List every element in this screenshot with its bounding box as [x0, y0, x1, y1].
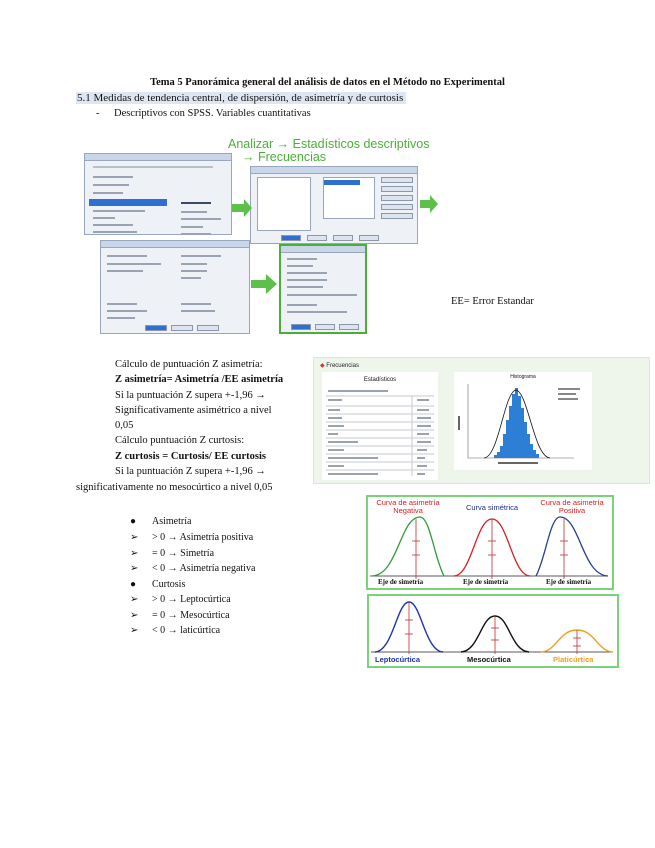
arrow-right-2	[420, 195, 438, 213]
workflow-arrows	[80, 138, 470, 353]
intro-bullet	[96, 108, 311, 119]
asymmetry-curves-diagram	[366, 495, 614, 590]
z-asym-formula: Z asimetría= Asimetría /EE asimetría	[115, 374, 284, 385]
z-kurt-formula: Z curtosis = Curtosis/ EE curtosis	[115, 451, 266, 462]
plati-label: Platicúrtica	[553, 655, 594, 664]
arrow-right-3	[251, 274, 277, 294]
interp-asimetria: ● Asimetría	[130, 516, 192, 527]
interp-curtosis: ● Curtosis	[130, 579, 186, 590]
z-asym-heading: Cálculo de puntuación Z asimetría:	[115, 359, 263, 370]
z-asym-rule-1: Si la puntuación Z supera +-1,96 →	[115, 390, 266, 401]
z-kurt-rule-1: Si la puntuación Z supera +-1,96 →	[115, 466, 266, 477]
interp-lepto: ➢ > 0 → Leptocúrtica	[130, 594, 231, 605]
ee-note: EE= Error Estandar	[451, 296, 534, 307]
lepto-label: Leptocúrtica	[375, 655, 421, 664]
axis-label-neg: Eje de simetría	[378, 578, 424, 586]
z-asym-rule-2: Significativamente asimétrico a nivel	[115, 405, 272, 416]
interp-plati: ➢ < 0 → laticúrtica	[130, 625, 221, 636]
z-kurt-rule-2: significativamente no mesocúrtico a nivel 0,05	[76, 482, 273, 493]
axis-label-sym: Eje de simetría	[463, 578, 509, 586]
meso-label: Mesocúrtica	[467, 655, 511, 664]
histogram-plot	[454, 372, 592, 470]
z-kurt-heading: Cálculo puntuación Z curtosis:	[115, 435, 245, 446]
sym-curve-title: Curva simétrica	[465, 503, 519, 512]
histogram-title: Histograma	[510, 374, 536, 380]
statistics-table-title: Estadísticos	[363, 377, 397, 383]
spss-screenshot	[80, 138, 470, 353]
spss-annotation-line2: → Frecuencias	[242, 150, 327, 164]
interp-asym-negative: ➢ < 0 → Asimetría negativa	[130, 563, 256, 574]
z-asym-rule-3: 0,05	[115, 420, 134, 431]
negative-skew-curve	[372, 517, 444, 576]
interp-asym-positive: ➢ > 0 → Asimetría positiva	[130, 532, 254, 543]
arrow-right-1	[232, 199, 252, 217]
positive-skew-curve	[536, 517, 608, 576]
axis-label-pos: Eje de simetría	[546, 578, 592, 586]
frequencies-header: ◆ Frecuencias	[320, 363, 359, 369]
bullet-dash: -	[96, 108, 100, 119]
spss-annotation-line1: Analizar → Estadísticos descriptivos	[228, 137, 430, 151]
section-heading: 5.1 Medidas de tendencia central, de dispersión, de asimetría y de curtosis	[76, 92, 406, 104]
output-marker-icon: ◆	[320, 363, 325, 369]
neg-curve-title: Curva de asimetría Negativa	[376, 498, 440, 515]
statistics-table	[322, 372, 438, 480]
interp-meso: ➢ = 0 → Mesocúrtica	[130, 610, 230, 621]
kurtosis-curves-diagram	[367, 594, 619, 668]
interp-symmetry: ➢ = 0 → Simetría	[130, 548, 215, 559]
document-title: Tema 5 Panorámica general del análisis de datos en el Método no Experimental	[150, 77, 505, 88]
intro-bullet-text: Descriptivos con SPSS. Variables cuantitativas	[114, 108, 311, 119]
asymmetry-curves-svg	[368, 497, 612, 588]
frequencies-output	[313, 357, 650, 484]
histogram	[454, 372, 592, 470]
pos-curve-title: Curva de asimetría Positiva	[540, 498, 604, 515]
